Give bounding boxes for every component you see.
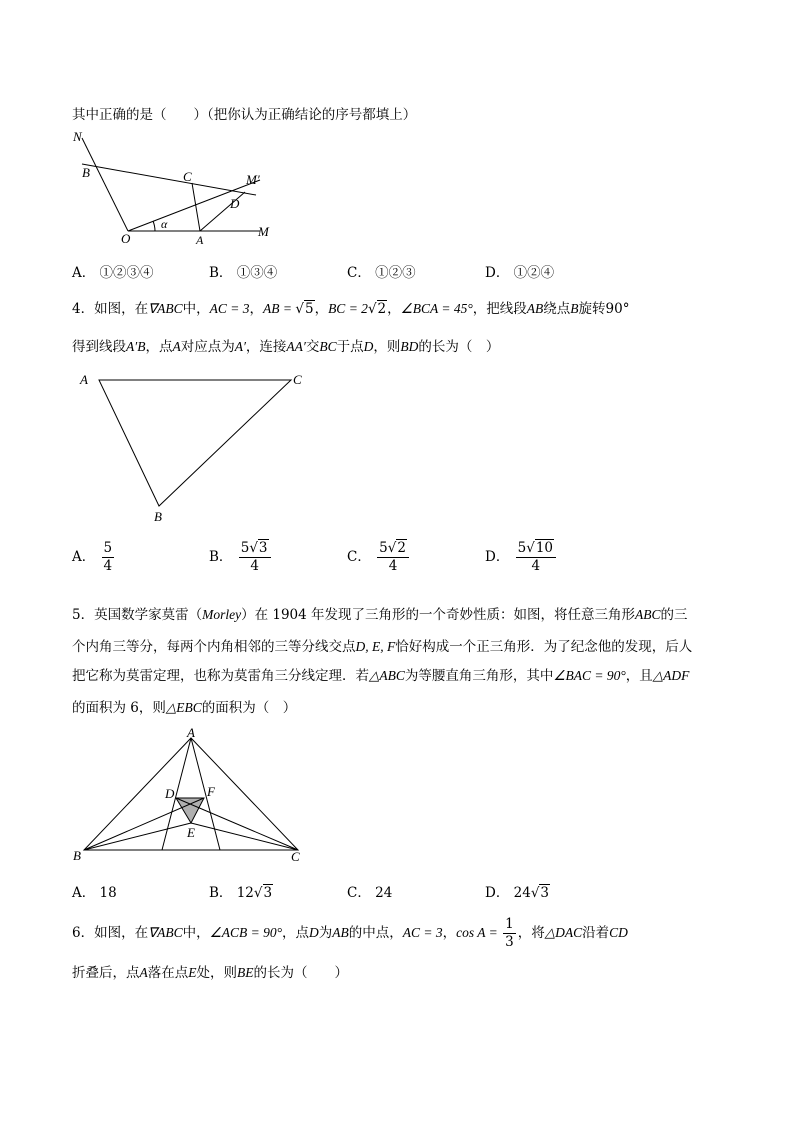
q3-prompt: 其中正确的是（ ）（把你认为正确结论的序号都填上） xyxy=(72,107,417,123)
line-OD-Mprime xyxy=(128,180,260,231)
q3-figure xyxy=(70,128,290,253)
q4-line1: 4．如图，在∇ABC中，AC = 3，AB = √5，BC = 2√2，∠BCA = 45°，把线段AB绕点B旋转90° xyxy=(72,301,630,317)
q5-line2: 个内角三等分，每两个内角相邻的三等分线交点D, E, F恰好构成一个正三角形．为了纪念他的发现，后人 xyxy=(72,639,693,655)
angle-alpha-arc xyxy=(153,221,155,231)
label-D: D xyxy=(230,196,240,211)
label-D: D xyxy=(165,786,175,801)
label-alpha: α xyxy=(161,217,168,231)
label-C: C xyxy=(291,849,300,864)
q5-line4: 的面积为 6，则△EBC的面积为（ ） xyxy=(72,700,297,716)
q4-option-a[interactable]: A． $\frac{5}{4}$ xyxy=(72,540,113,574)
label-O: O xyxy=(121,231,131,246)
q4-figure xyxy=(75,368,315,528)
label-B: B xyxy=(73,848,81,863)
label-M-prime: M′ xyxy=(246,172,260,187)
q3-option-b[interactable]: B． ①③④ xyxy=(209,265,278,281)
q5-option-b[interactable]: B． 12√3 xyxy=(209,885,273,901)
q3-option-c[interactable]: C． ①②③ xyxy=(347,265,416,281)
label-E: E xyxy=(187,825,195,840)
q6-line1: 6．如图，在∇ABC中，∠ACB = 90°，点D为AB的中点，AC = 3，cos A = $\frac{1}{3}$ ，将△DAC沿着CD xyxy=(72,916,628,950)
line-ON xyxy=(82,138,128,231)
segment-CA xyxy=(192,183,200,231)
q4-option-d[interactable]: D． $\frac{5√10}{4}$ xyxy=(485,540,558,575)
q4-option-b[interactable]: B． $\frac{5√3}{4}$ xyxy=(209,540,273,575)
q5-line3: 把它称为莫雷定理，也称为莫雷角三分线定理．若△ABC为等腰直角三角形，其中∠BAC = 90°，且△ADF xyxy=(72,668,690,684)
q5-option-a[interactable]: A． 18 xyxy=(72,885,117,901)
label-M: M xyxy=(258,224,269,239)
trisector-A-right xyxy=(191,738,220,850)
label-A: A xyxy=(187,725,195,740)
q6-line2: 折叠后，点A落在点E处，则BE的长为（ ） xyxy=(72,965,348,981)
label-N: N xyxy=(73,129,82,144)
label-A: A xyxy=(196,233,204,247)
q5-figure xyxy=(70,726,310,866)
label-C: C xyxy=(293,372,302,387)
label-A: A xyxy=(80,372,88,387)
label-B: B xyxy=(82,165,90,180)
q5-line1: 5．英国数学家莫雷（Morley）在 1904 年发现了三角形的一个奇妙性质：如图，将任意三角形ABC的三 xyxy=(72,607,688,623)
label-C: C xyxy=(183,169,192,184)
q4-line2: 得到线段A′B，点A对应点为A′，连接AA′交BC于点D，则BD的长为（ ） xyxy=(72,339,500,355)
q3-option-a[interactable]: A． ①②③④ xyxy=(72,265,154,281)
label-F: F xyxy=(207,784,215,799)
q5-option-d[interactable]: D． 24√3 xyxy=(485,885,550,901)
triangle-DEF xyxy=(176,798,204,823)
triangle-ABC xyxy=(99,380,291,506)
q4-option-c[interactable]: C． $\frac{5√2}{4}$ xyxy=(347,540,411,575)
q5-option-c[interactable]: C． 24 xyxy=(347,885,393,901)
label-B: B xyxy=(154,509,162,524)
q3-option-d[interactable]: D． ①②④ xyxy=(485,265,555,281)
